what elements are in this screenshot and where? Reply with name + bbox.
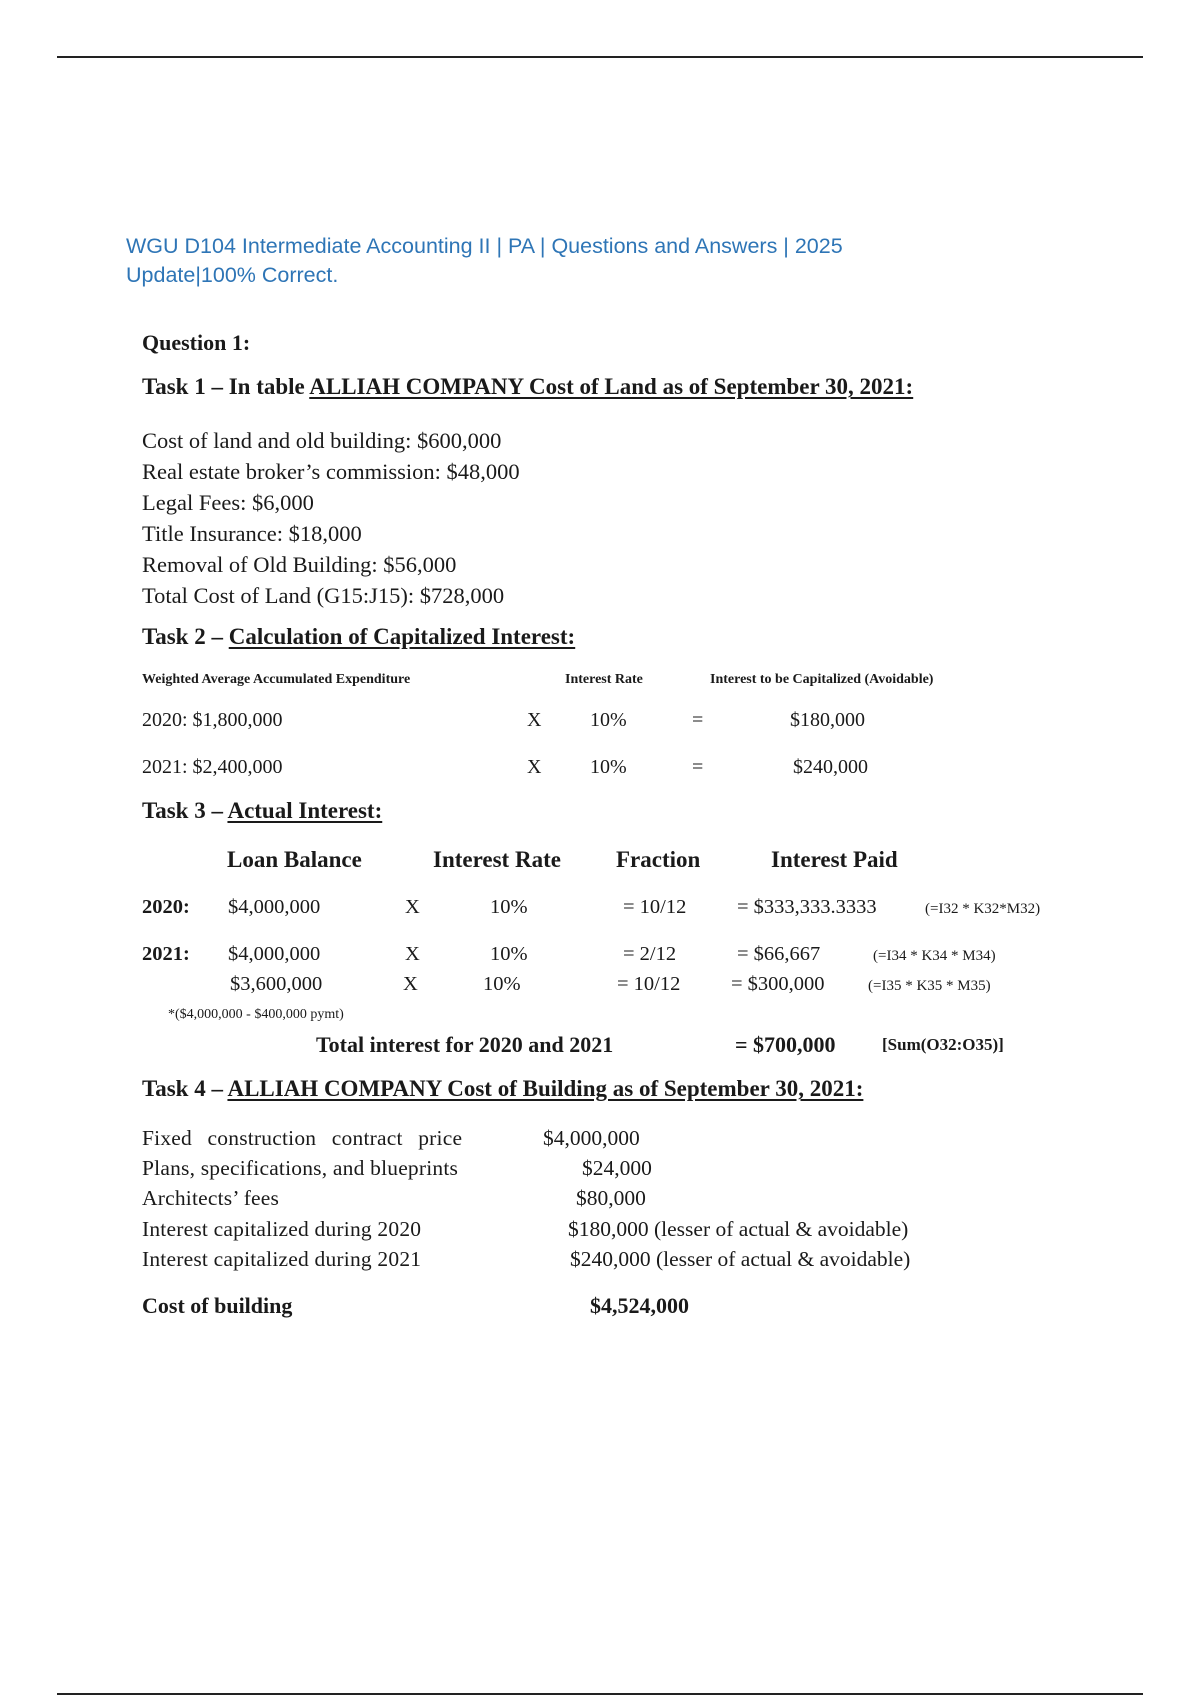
task3-prefix: Task 3 –: [142, 798, 228, 823]
task3-row-balance: $3,600,000: [230, 973, 323, 995]
task4-row-value: $4,000,000: [543, 1126, 640, 1150]
task3-row-rate: 10%: [483, 973, 521, 995]
task3-total-formula: [Sum(O32:O35)]: [882, 1035, 1004, 1054]
task2-row-multiply: X: [527, 756, 542, 778]
task4-heading: [142, 1076, 863, 1102]
task3-total-value: = $700,000: [735, 1032, 836, 1057]
task2-header-capitalized: Interest to be Capitalized (Avoidable): [710, 672, 934, 687]
task3-row-fraction: = 10/12: [623, 896, 687, 918]
document-title: [126, 232, 986, 290]
list-item: Total Cost of Land (G15:J15): $728,000: [142, 583, 505, 608]
task2-row-result: $180,000: [790, 709, 865, 731]
task3-total-label: Total interest for 2020 and 2021: [316, 1032, 614, 1057]
task2-row-rate: 10%: [590, 709, 627, 731]
task1-cost-list: [142, 425, 520, 611]
task4-row-label: Interest capitalized during 2020: [142, 1217, 422, 1241]
task2-row-result: $240,000: [793, 756, 868, 778]
task3-row-paid: = $300,000: [731, 973, 825, 995]
task4-total-value: $4,524,000: [590, 1293, 689, 1318]
task1-prefix: Task 1 – In table: [142, 374, 310, 399]
list-item: Removal of Old Building: $56,000: [142, 552, 457, 577]
document-title-line-2: Update|100% Correct.: [126, 263, 339, 287]
task4-row-label: Architects’ fees: [142, 1186, 280, 1210]
task4-row-label: Interest capitalized during 2021: [142, 1247, 422, 1271]
task4-row-value: $80,000: [576, 1186, 646, 1210]
task3-row-multiply: X: [405, 943, 420, 965]
task1-heading: [142, 374, 913, 400]
task3-row-year: 2020:: [142, 896, 190, 918]
task2-header-expenditure: Weighted Average Accumulated Expenditure: [142, 672, 411, 687]
header-rule: [57, 56, 1143, 58]
list-item: Real estate broker’s commission: $48,000: [142, 459, 520, 484]
task3-row-paid: = $333,333.3333: [737, 896, 877, 918]
task2-row-multiply: X: [527, 709, 542, 731]
task4-row-value: $24,000: [582, 1156, 652, 1180]
document-title-line-1: WGU D104 Intermediate Accounting II | PA | Questions and Answers | 2025: [126, 234, 843, 258]
question-heading: Question 1:: [142, 330, 251, 355]
task3-header-rate: Interest Rate: [433, 847, 561, 872]
task2-row-label: 2020: $1,800,000: [142, 709, 283, 731]
task3-header-paid: Interest Paid: [771, 847, 898, 872]
task3-row-balance: $4,000,000: [228, 943, 321, 965]
task3-header-balance: Loan Balance: [227, 847, 362, 872]
task3-row-year: 2021:: [142, 943, 190, 965]
task3-row-rate: 10%: [490, 896, 528, 918]
task4-row-label: Fixed construction contract price: [142, 1126, 463, 1150]
list-item: Cost of land and old building: $600,000: [142, 428, 502, 453]
task1-title: ALLIAH COMPANY Cost of Land as of September 30, 2021:: [309, 374, 914, 399]
task3-row-multiply: X: [403, 973, 418, 995]
task3-row-paid: = $66,667: [737, 943, 821, 965]
task4-total-label: Cost of building: [142, 1293, 293, 1318]
task4-row-value: $180,000 (lesser of actual & avoidable): [568, 1217, 909, 1241]
task3-row-fraction: = 2/12: [623, 943, 677, 965]
task4-prefix: Task 4 –: [142, 1076, 228, 1101]
task3-row-balance: $4,000,000: [228, 896, 321, 918]
task4-row-value: $240,000 (lesser of actual & avoidable): [570, 1247, 911, 1271]
footer-rule: [57, 1693, 1143, 1695]
task2-title: Calculation of Capitalized Interest:: [228, 624, 576, 649]
task2-heading: [142, 624, 575, 650]
task3-row-multiply: X: [405, 896, 420, 918]
task2-row-equals: =: [692, 756, 704, 778]
task3-row-formula: (=I35 * K35 * M35): [868, 978, 991, 994]
task4-row-label: Plans, specifications, and blueprints: [142, 1156, 459, 1180]
task2-header-rate: Interest Rate: [565, 672, 643, 687]
task4-title: ALLIAH COMPANY Cost of Building as of September 30, 2021:: [227, 1076, 864, 1101]
task3-row-rate: 10%: [490, 943, 528, 965]
task3-row-formula: (=I32 * K32*M32): [925, 901, 1041, 917]
list-item: Legal Fees: $6,000: [142, 490, 314, 515]
task3-row-fraction: = 10/12: [617, 973, 681, 995]
task3-heading: [142, 798, 382, 824]
task2-row-rate: 10%: [590, 756, 627, 778]
list-item: Title Insurance: $18,000: [142, 521, 362, 546]
task2-row-equals: =: [692, 709, 704, 731]
task2-row-label: 2021: $2,400,000: [142, 756, 283, 778]
task3-note: *($4,000,000 - $400,000 pymt): [168, 1007, 344, 1022]
task3-header-fraction: Fraction: [616, 847, 701, 872]
task3-row-formula: (=I34 * K34 * M34): [873, 948, 996, 964]
task3-title: Actual Interest:: [227, 798, 383, 823]
task2-prefix: Task 2 –: [142, 624, 229, 649]
